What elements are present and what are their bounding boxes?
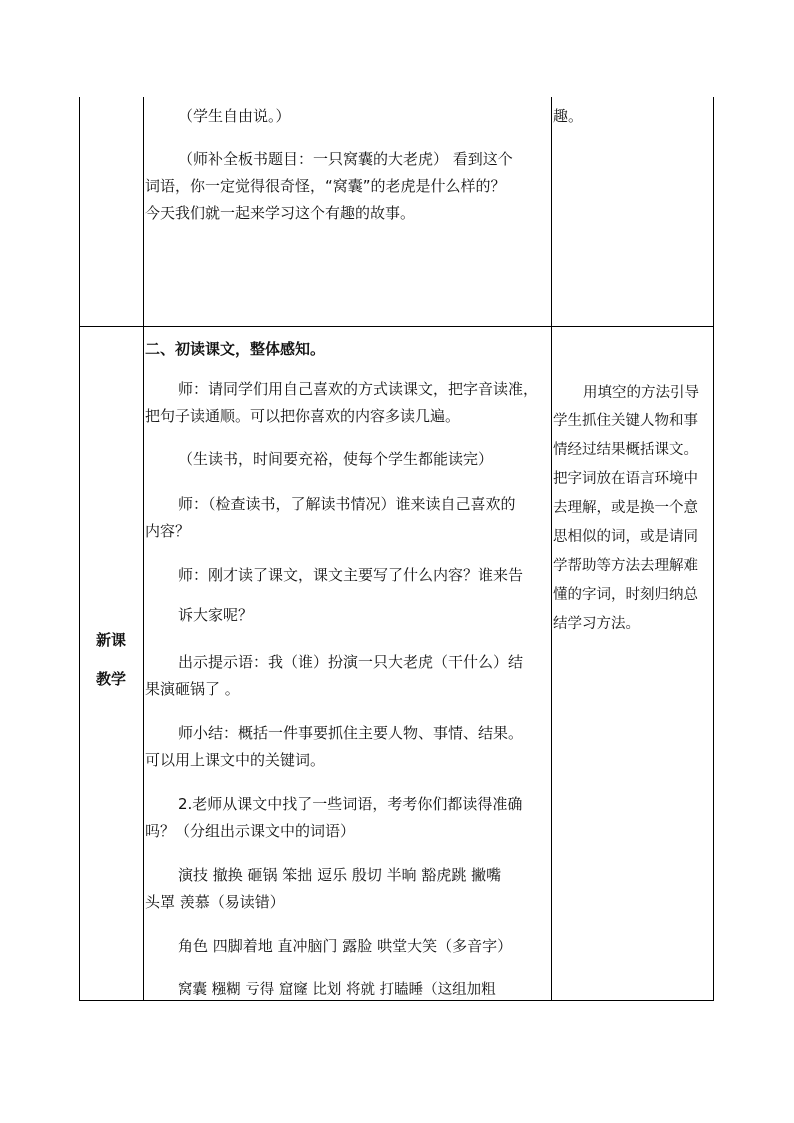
- row2-line-4: 师：（检查读书，了解读书情况）谁来读自己喜欢的: [178, 495, 516, 513]
- row2-line-2: 把句子读通顺。可以把你喜欢的内容多读几遍。: [145, 407, 461, 425]
- row2-note-line-1: 用填空的方法引导: [583, 385, 699, 401]
- row2-line-15: 头罩 羡慕（易读错）: [145, 893, 285, 911]
- table-left-border: [79, 97, 80, 1001]
- row2-line-6: 师：刚才读了课文，课文主要写了什么内容？谁来告: [178, 566, 524, 584]
- row1-line-1: （学生自由说。）: [178, 107, 291, 125]
- row2-line-13: 吗？（分组出示课文中的词语）: [145, 822, 356, 840]
- table-col-divider-2: [551, 97, 552, 1001]
- row2-line-11: 可以用上课文中的关键词。: [145, 751, 326, 769]
- row2-line-8: 出示提示语：我（谁）扮演一只大老虎（干什么）结: [178, 653, 524, 671]
- row2-line-17: 窝囊 糨糊 亏得 窟窿 比划 将就 打瞌睡（这组加粗: [178, 982, 496, 998]
- row2-line-5: 内容？: [145, 522, 191, 540]
- row1-line-3: 词语，你一定觉得很奇怪，“窝囊”的老虎是什么样的？: [145, 177, 506, 195]
- row2-line-7: 诉大家呢？: [178, 606, 254, 624]
- row2-note-line-5: 去理解，或是换一个意: [553, 500, 698, 516]
- row1-note-line-1: 趣。: [553, 107, 584, 125]
- row2-note-line-7: 学帮助等方法去理解难: [553, 558, 698, 574]
- row2-line-16: 角色 四脚着地 直冲脑门 露脸 哄堂大笑（多音字）: [178, 937, 513, 955]
- row2-note-line-9: 结学习方法。: [553, 616, 640, 632]
- table-right-border: [713, 97, 714, 1001]
- row2-label-line-2: 教学: [96, 670, 127, 688]
- row2-note-line-2: 学生抓住关键人物和事: [553, 413, 698, 429]
- row2-note-line-3: 情经过结果概括课文。: [553, 442, 698, 458]
- row2-note-line-6: 思相似的词，或是请同: [553, 529, 698, 545]
- row2-label-line-1: 新课: [96, 631, 127, 649]
- row2-line-10: 师小结：概括一件事要抓住主要人物、事情、结果。: [178, 724, 524, 742]
- row2-line-1: 师：请同学们用自己喜欢的方式读课文，把字音读准，: [178, 380, 539, 398]
- table-col-divider-1: [143, 97, 144, 1001]
- row2-note-line-4: 把字词放在语言环境中: [553, 471, 698, 487]
- row2-line-9: 果演砸锅了 。: [145, 680, 240, 698]
- row1-line-4: 今天我们就一起来学习这个有趣的故事。: [145, 204, 416, 222]
- table-row-divider: [79, 326, 714, 327]
- row2-line-3: （生读书，时间要充裕，使每个学生都能读完）: [178, 450, 494, 468]
- row2-line-12: 2.老师从课文中找了一些词语，考考你们都读得准确: [178, 795, 523, 813]
- row2-line-14: 演技 撤换 砸锅 笨拙 逗乐 殷切 半晌 豁虎跳 撇嘴: [178, 866, 502, 884]
- row2-note-line-8: 懂的字词，时刻归纳总: [553, 587, 698, 603]
- row1-line-2: （师补全板书题目：一只窝囊的大老虎） 看到这个: [178, 150, 513, 168]
- section-heading: 二、初读课文，整体感知。: [145, 340, 326, 358]
